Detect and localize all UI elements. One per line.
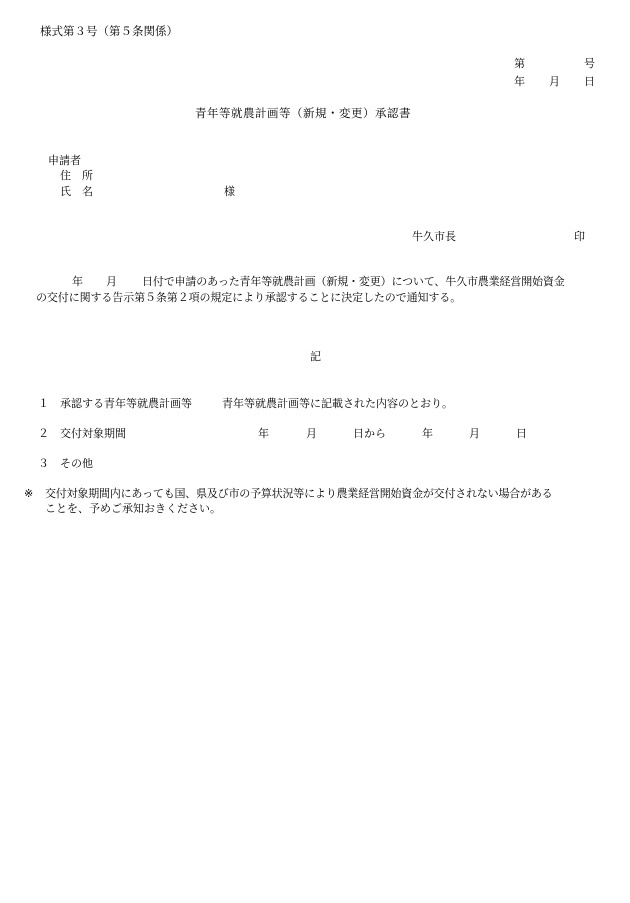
period-end-month: 月 <box>469 427 480 440</box>
period-start-month: 月 <box>306 427 317 440</box>
body-line2-text: の交付に関する告示第５条第２項の規定により承認することに決定したので通知する。 <box>36 291 462 304</box>
doc-date-month: 月 <box>549 75 560 88</box>
honorific: 様 <box>224 185 235 198</box>
item-1-value: 青年等就農計画等に記載された内容のとおり。 <box>222 397 453 410</box>
item-3-number: ３ <box>38 457 49 470</box>
period-start-day: 日から <box>353 427 386 440</box>
applicant-heading: 申請者 <box>48 154 81 167</box>
body-line1-text: 日付で申請のあった青年等就農計画（新規・変更）について、牛久市農業経営開始資金 <box>142 275 565 288</box>
form-label: 様式第３号（第５条関係） <box>40 24 178 38</box>
item-2-number: ２ <box>38 427 49 440</box>
doc-date-year: 年 <box>514 75 525 88</box>
note-line2: ことを、予めご承知おきください。 <box>45 502 221 515</box>
doc-date-day: 日 <box>584 75 595 88</box>
issuer-name: 牛久市長 <box>412 230 456 243</box>
name-label: 氏 名 <box>60 185 93 198</box>
document-title: 青年等就農計画等（新規・変更）承認書 <box>195 106 411 120</box>
seal-mark: 印 <box>574 230 585 243</box>
body-month: 月 <box>106 275 117 288</box>
note-mark: ※ <box>24 487 34 500</box>
address-label: 住 所 <box>60 169 93 182</box>
period-start-year: 年 <box>258 427 269 440</box>
item-1-number: １ <box>38 397 49 410</box>
item-2-label: 交付対象期間 <box>60 427 126 440</box>
ki-heading: 記 <box>310 350 321 363</box>
item-3-label: その他 <box>60 457 93 470</box>
note-line1: 交付対象期間内にあっても国、県及び市の予算状況等により農業経営開始資金が交付されない場合がある <box>45 487 553 500</box>
doc-number-prefix: 第 <box>514 57 525 70</box>
period-end-day: 日 <box>516 427 527 440</box>
doc-number-suffix: 号 <box>584 57 595 70</box>
item-1-label: 承認する青年等就農計画等 <box>60 397 192 410</box>
period-end-year: 年 <box>422 427 433 440</box>
body-year: 年 <box>72 275 83 288</box>
